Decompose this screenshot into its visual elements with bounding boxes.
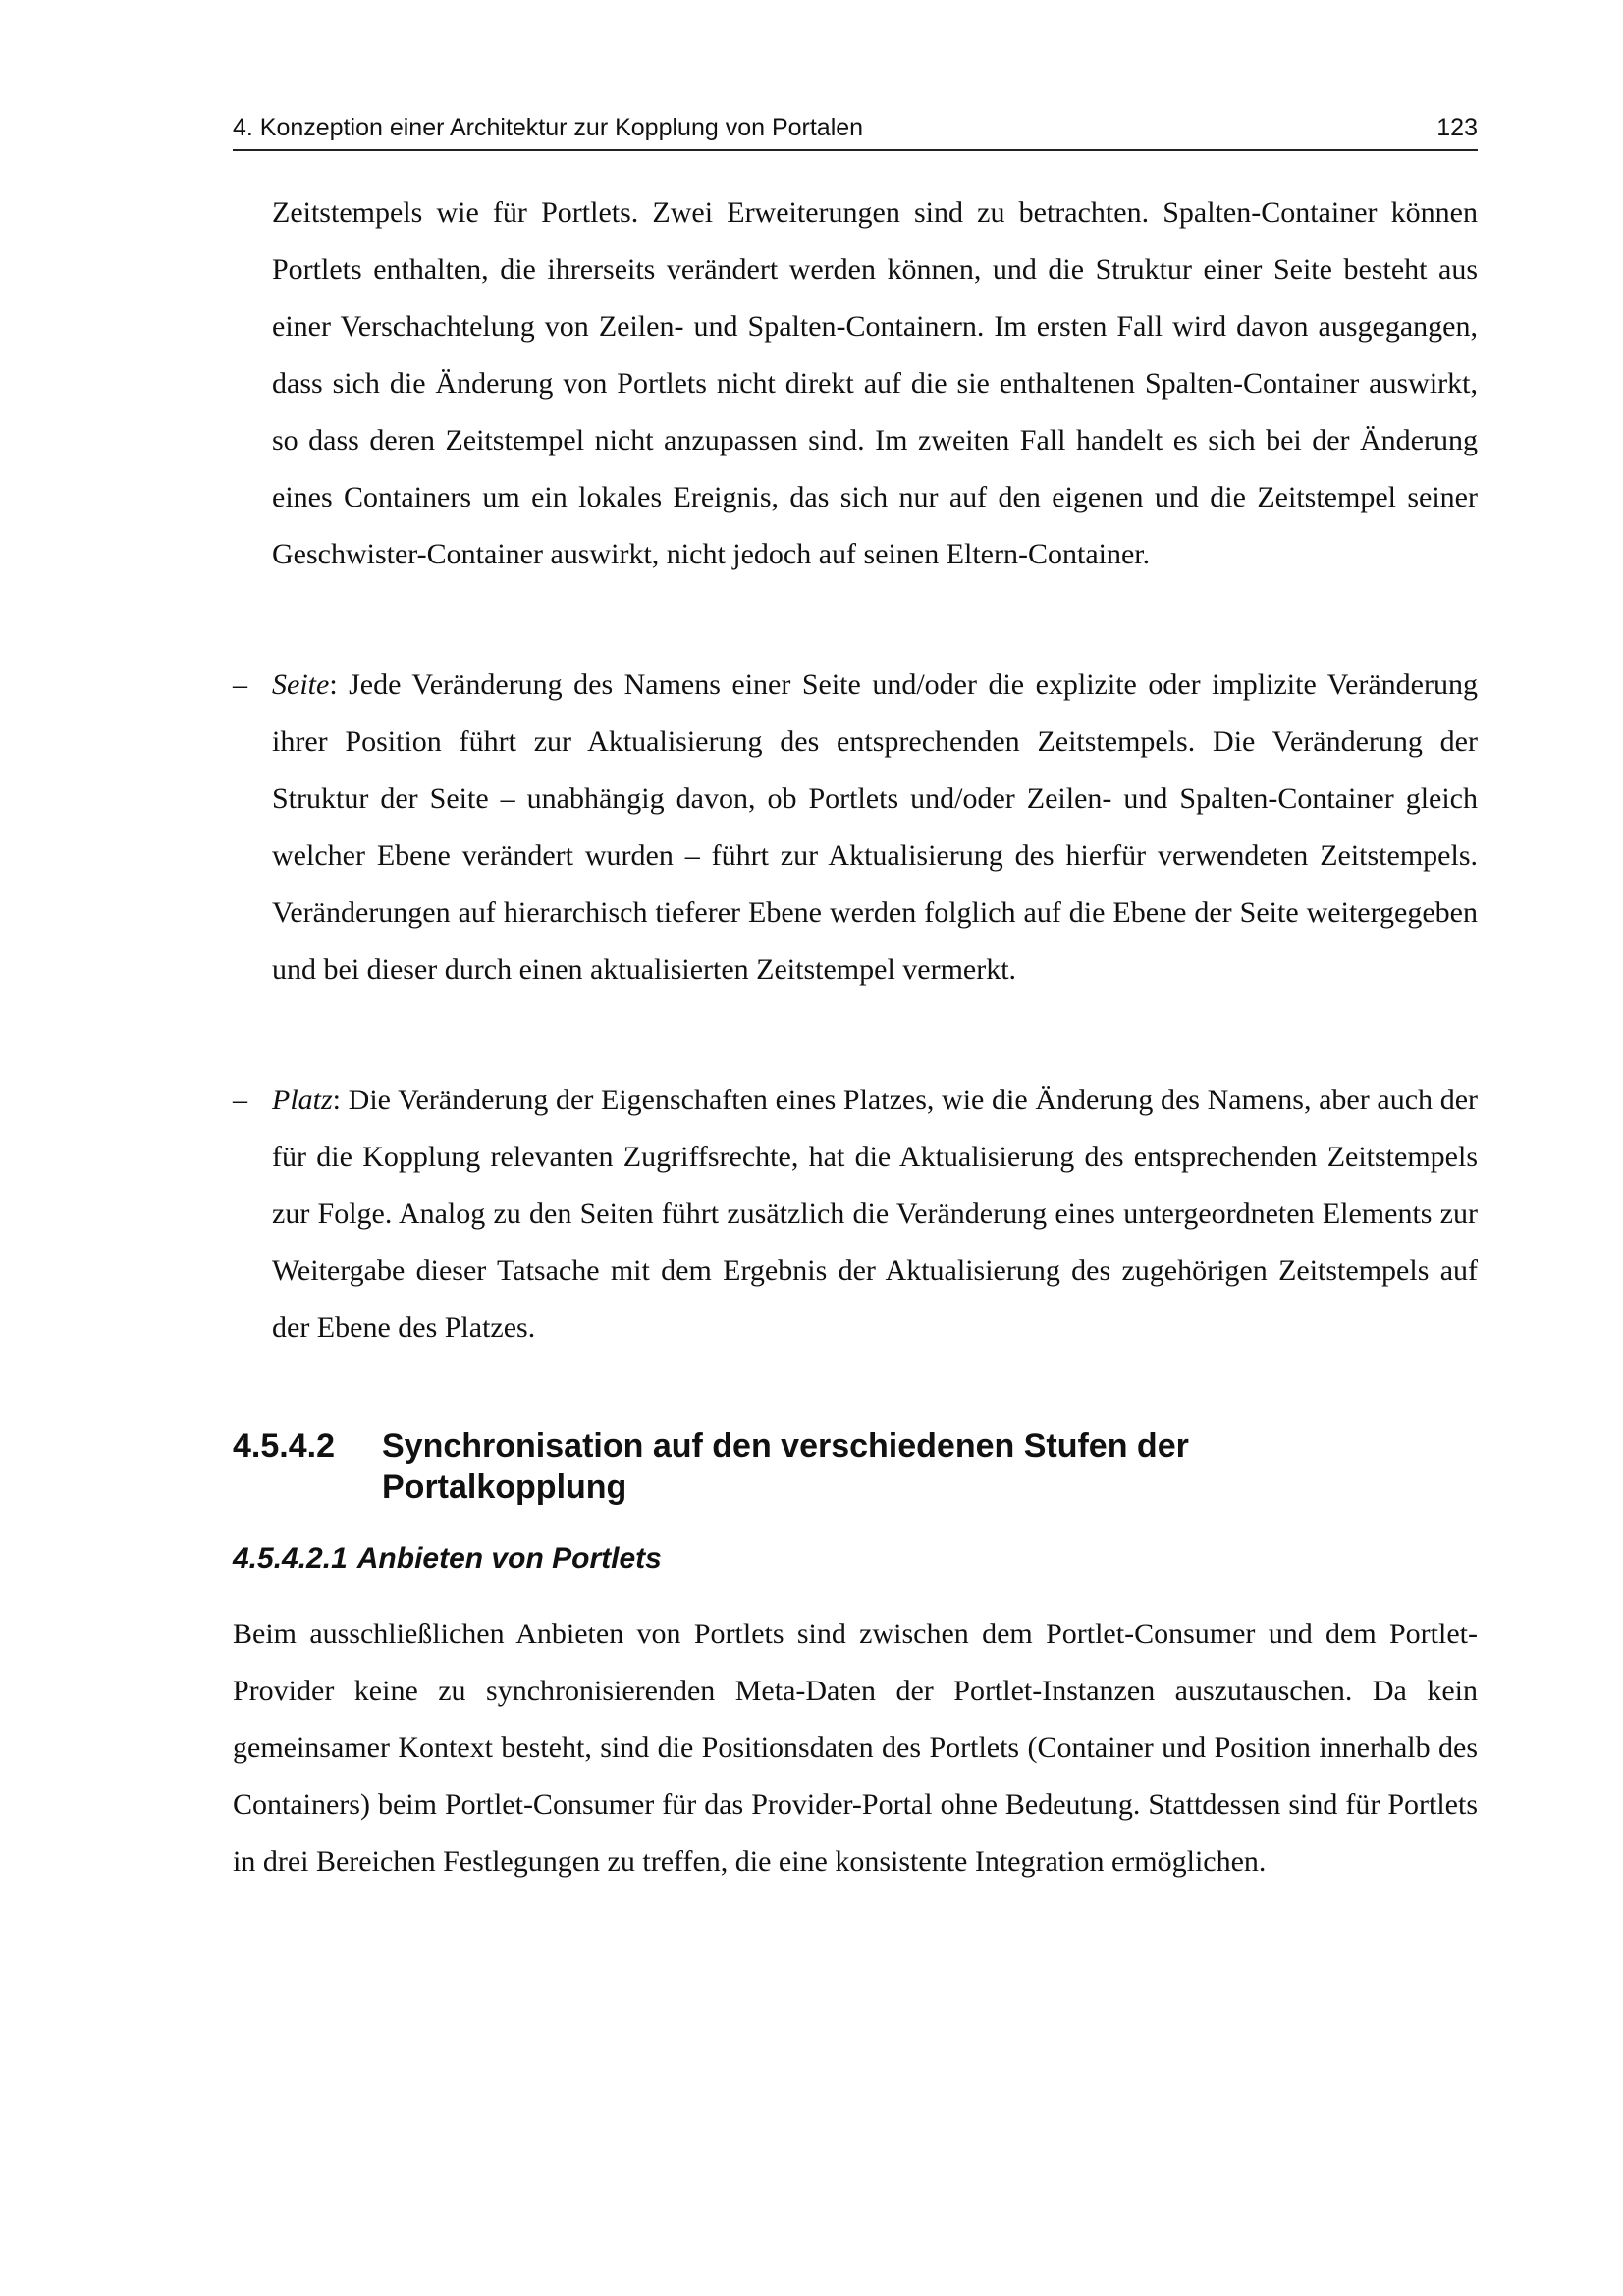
chapter-title: 4. Konzeption einer Architektur zur Kopplung von Portalen [233,114,864,141]
bullet-dash: – [233,1084,247,1116]
bullet-item-platz [233,1072,1478,1357]
section-title: Synchronisation auf den verschiedenen Stufen der Portalkopplung [382,1427,1189,1506]
bullet-text [272,1072,1478,1357]
bullet-term: Seite [272,668,330,701]
bullet-description: : Die Veränderung der Eigenschaften eines Platzes, wie die Änderung des Namens, aber auch der für die Kopplung relevanten Zugriffsrechte, hat die Aktualisierung des entsprechenden Zeitstempels zur Folge. Analog zu den Seiten führt zusätzlich die Veränderung eines untergeordneten Elements zur Weitergabe dieser Tatsache mit dem Ergebnis der Aktualisierung des zugehörigen Zeitstempels auf der Ebene des Platzes. [272,1084,1478,1344]
section-number: 4.5.4.2 [233,1427,335,1465]
continued-paragraph: Zeitstempels wie für Portlets. Zwei Erweiterungen sind zu betrachten. Spalten-Container können Portlets enthalten, die ihrerseits verändert werden können, und die Struktur einer Seite besteht aus einer Verschachtelung von Zeilen- und Spalten-Containern. Im ersten Fall wird davon ausgegangen, dass sich die Änderung von Portlets nicht direkt auf die sie enthaltenen Spalten-Container auswirkt, so dass deren Zeitstempel nicht anzupassen sind. Im zweiten Fall handelt es sich bei der Änderung eines Containers um ein lokales Ereignis, das sich nur auf den eigenen und die Zeitstempel seiner Geschwister-Container auswirkt, nicht jedoch auf seinen Eltern-Container. [272,196,1478,570]
bullet-term: Platz [272,1084,333,1116]
subsection-heading [233,1539,662,1578]
bullet-description: : Jede Veränderung des Namens einer Seite und/oder die explizite oder implizite Veränderung ihrer Position führt zur Aktualisierung des entsprechenden Zeitstempels. Die Veränderung der Struktur der Seite – unabhängig davon, ob Portlets und/oder Zeilen- und Spalten-Container gleich welcher Ebene verändert wurden – führt zur Aktualisierung des hierfür verwendeten Zeitstempels. Veränderungen auf hierarchisch tieferer Ebene werden folglich auf die Ebene der Seite weitergegeben und bei dieser durch einen aktualisierten Zeitstempel vermerkt. [272,668,1478,986]
bullet-item-seite [233,657,1478,998]
body-paragraph: Beim ausschließlichen Anbieten von Portlets sind zwischen dem Portlet-Consumer und dem Portlet-Provider keine zu synchronisierenden Meta-Daten der Portlet-Instanzen auszutauschen. Da kein gemeinsamer Kontext besteht, sind die Positionsdaten des Portlets (Container und Position innerhalb des Containers) beim Portlet-Consumer für das Provider-Portal ohne Bedeutung. Stattdessen sind für Portlets in drei Bereichen Festlegungen zu treffen, die eine konsistente Integration ermöglichen. [233,1618,1478,1878]
subsection-title: Anbieten von Portlets [356,1542,662,1575]
bullet-dash: – [233,668,247,701]
running-header [233,110,1478,151]
bullet-text [272,657,1478,998]
subsection-number: 4.5.4.2.1 [233,1542,348,1575]
page-number: 123 [1436,114,1478,141]
